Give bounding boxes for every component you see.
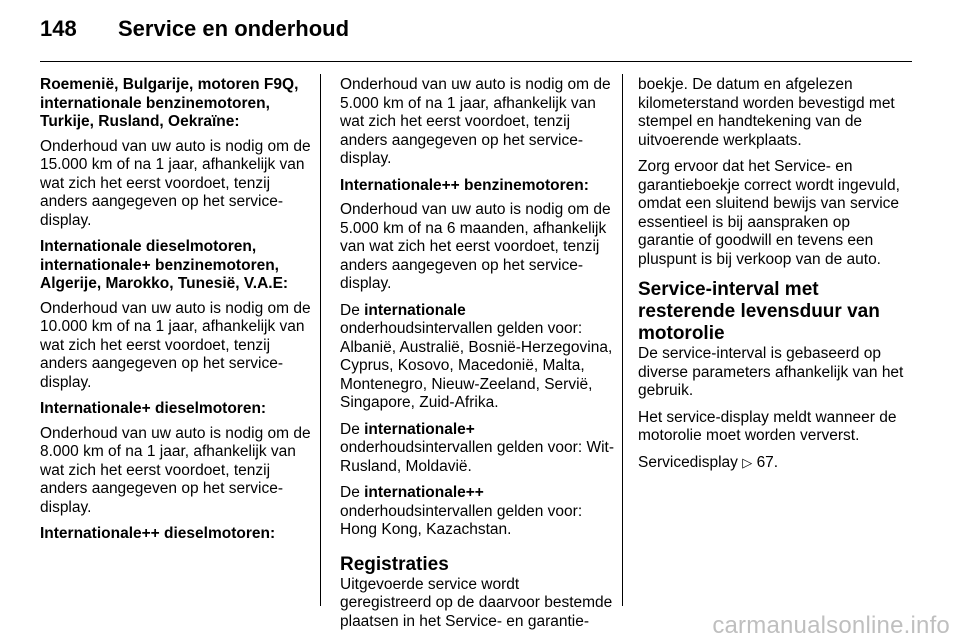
- paragraph-10000km: Onderhoud van uw auto is nodig om de 10.000 km of na 1 jaar, afhankelijk van wat zich het eerst voordoet, tenzij anders aangegeven op het service-display.: [40, 299, 311, 391]
- paragraph-8000km: Onderhoud van uw auto is nodig om de 8.000 km of na 1 jaar, afhankelijk van wat zich het eerst voordoet, tenzij anders aangegeven op het service-display.: [40, 424, 311, 516]
- paragraph-international-plus-countries: [340, 421, 614, 477]
- paragraph-service-display: Het service-display meldt wanneer de motorolie moet worden ververst.: [638, 408, 897, 444]
- term-internationale-plusplus: internationale++: [364, 484, 484, 501]
- section-title: Service en onderhoud: [118, 16, 350, 41]
- paragraph-5000km-1yr: Onderhoud van uw auto is nodig om de 5.000 km of na 1 jaar, afhankelijk van wat zich het eerst voordoet, tenzij anders aangegeven op het service-display.: [340, 76, 611, 167]
- paragraph-5000km-6mo: Onderhoud van uw auto is nodig om de 5.000 km of na 6 maanden, afhankelijk van wat zich het eerst voordoet, tenzij anders aangegeven op het service-display.: [340, 201, 611, 292]
- column-divider-2: [622, 74, 623, 606]
- subheading-international-plus-diesel: Internationale+ dieselmotoren:: [40, 400, 267, 417]
- paragraph-booklet-stamp: boekje. De datum en afgelezen kilometerstand worden bevestigd met stempel en handtekening van de uitvoerende werkplaats.: [638, 76, 895, 149]
- text-de: De: [340, 301, 365, 319]
- subheading-international-diesel: Internationale dieselmotoren, internationale+ benzinemotoren, Algerije, Marokko, Tunesië, V.A.E:: [40, 238, 289, 292]
- servicedisplay-page-ref[interactable]: 67.: [756, 453, 779, 471]
- page-number: 148: [40, 16, 77, 41]
- heading-service-interval: Service-interval met resterende levensduur van motorolie: [638, 279, 880, 344]
- subheading-international-plusplus-petrol: Internationale++ benzinemotoren:: [340, 176, 589, 194]
- subheading-international-plusplus-diesel: Internationale++ dieselmotoren:: [40, 525, 276, 542]
- term-internationale-plus: internationale+: [364, 420, 475, 438]
- paragraph-registraties: Uitgevoerde service wordt geregistreerd op de daarvoor bestemde plaatsen in het Service- en garantie-: [340, 575, 613, 630]
- column-middle: [340, 76, 614, 639]
- header-rule: [40, 61, 912, 62]
- text-de: De: [340, 484, 365, 501]
- text-countries-3: onderhoudsintervallen gelden voor: Hong Kong, Kazachstan.: [340, 502, 583, 538]
- page-ref-icon: ▷: [742, 454, 753, 470]
- subheading-romania: Roemenië, Bulgarije, motoren F9Q, internationale benzinemotoren, Turkije, Rusland, Oekraïne:: [40, 76, 299, 130]
- column-right: [638, 76, 910, 480]
- paragraph-international-countries: [340, 302, 614, 413]
- paragraph-servicedisplay-ref: [638, 454, 910, 473]
- text-de: De: [340, 420, 365, 438]
- watermark: carmanualsonline.info: [712, 612, 950, 639]
- text-countries-1: onderhoudsintervallen gelden voor: Albanië, Australië, Bosnië-Herzegovina, Cyprus, Kosovo, Macedonië, Malta, Montenegro, Nieuw-Zeeland, Servië, Singapore, Zuid-Afrika.: [340, 320, 613, 411]
- paragraph-15000km: Onderhoud van uw auto is nodig om de 15.000 km of na 1 jaar, afhankelijk van wat zich het eerst voordoet, tenzij anders aangegeven op het service-display.: [40, 137, 311, 229]
- column-left: [40, 76, 312, 550]
- paragraph-service-interval: De service-interval is gebaseerd op diverse parameters afhankelijk van het gebruik.: [638, 345, 904, 399]
- paragraph-booklet-correct: Zorg ervoor dat het Service- en garantieboekje correct wordt ingevuld, omdat een sluitend bewijs van service essentieel is bij aanspraken op garantie of goodwill en tevens een pluspunt is bij verkoop van de auto.: [638, 158, 900, 268]
- term-internationale: internationale: [364, 301, 466, 319]
- heading-registraties: Registraties: [340, 553, 449, 575]
- paragraph-international-plusplus-countries: [340, 484, 614, 540]
- column-divider-1: [320, 74, 321, 606]
- servicedisplay-label: Servicedisplay: [638, 453, 738, 471]
- text-countries-2: onderhoudsintervallen gelden voor: Wit-Rusland, Moldavië.: [340, 439, 614, 475]
